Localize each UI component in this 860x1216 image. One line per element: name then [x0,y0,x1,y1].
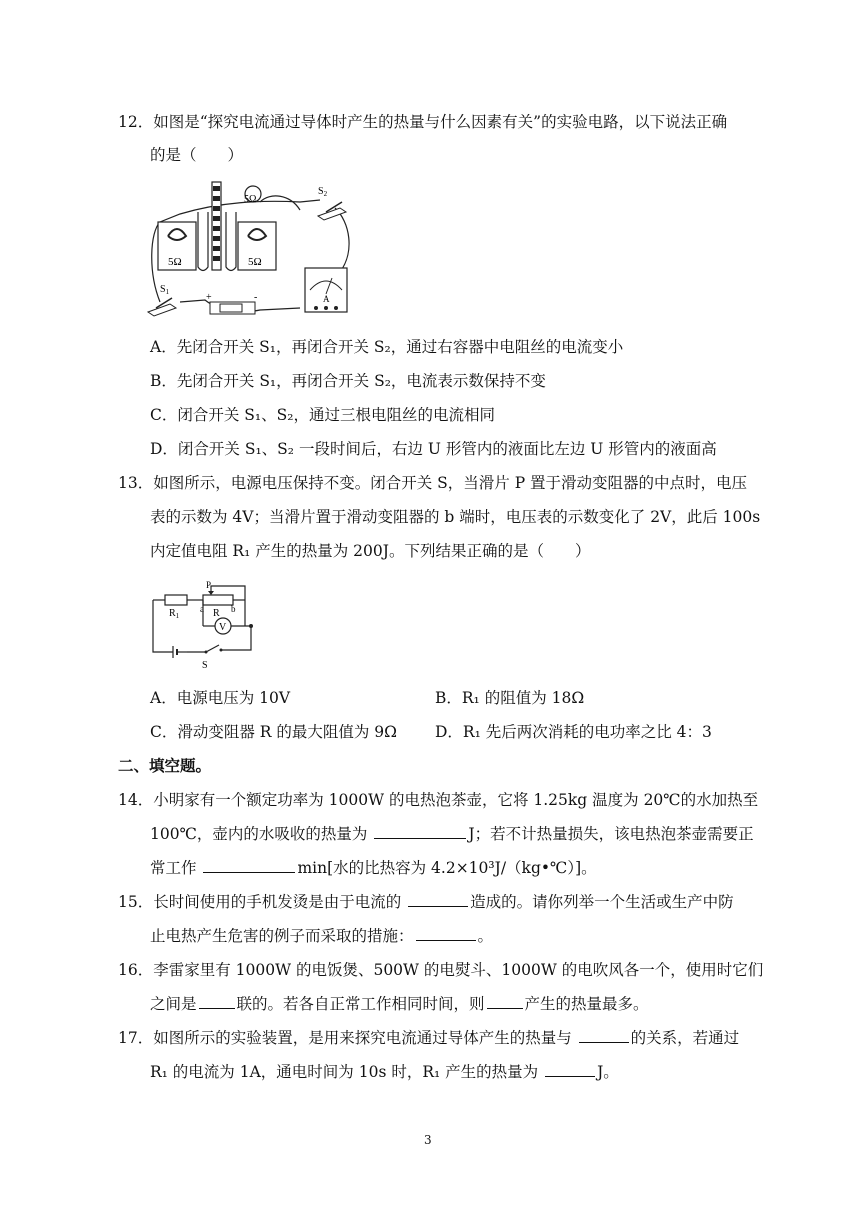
q14-text: 100℃，壶内的水吸收的热量为 [150,825,373,843]
q16-line2 [150,994,649,1014]
q14-answer-blank-2[interactable] [203,858,295,873]
q17-line1 [118,1028,739,1048]
page-number: 3 [424,1133,432,1147]
q12-option-c: C．闭合开关 S₁、S₂，通过三根电阻丝的电流相同 [150,406,495,424]
q15-text: 造成的。请你列举一个生活或生产中防 [470,893,734,911]
q14-text: 常工作 [150,859,202,877]
svg-text:5Ω: 5Ω [248,256,262,268]
q15-answer-blank-1[interactable] [408,892,468,907]
q15-line2 [150,926,493,946]
q12-stem-line2: 的是（ ） [150,146,244,164]
svg-text:b: b [231,604,236,614]
right-u-tube [226,212,236,271]
rheostat-r [203,595,233,605]
svg-text:A: A [323,294,330,304]
svg-text:5Ω: 5Ω [244,194,257,205]
q13-stem-line2: 表的示数为 4V；当滑片置于滑动变阻器的 b 端时，电压表的示数变化了 2V，此后 100s [150,508,761,526]
svg-text:+: + [206,292,212,303]
q14-line3 [150,858,597,878]
q14-answer-blank-1[interactable] [374,824,466,839]
q12-circuit-figure [140,172,370,322]
q15-line1 [118,892,734,912]
q14-line2 [150,824,754,844]
q12-option-d: D．闭合开关 S₁、S₂ 一段时间后，右边 U 形管内的液面比左边 U 形管内的液面高 [150,440,717,458]
q17-text: J。 [597,1063,619,1081]
q17-text: 的关系，若通过 [630,1029,740,1047]
svg-text:S: S [202,660,208,670]
svg-text:S2: $S_2$ [318,186,328,198]
svg-text:P: P [206,580,212,590]
q13-circuit-figure [145,578,265,670]
q16-text: 产生的热量最多。 [524,995,649,1013]
q17-line2 [150,1062,619,1082]
svg-text:V: V [219,622,227,633]
q17-text: R₁ 的电流为 1A，通电时间为 10s 时，R₁ 产生的热量为 [150,1063,544,1081]
q12-option-b: B．先闭合开关 S₁，再闭合开关 S₂，电流表示数保持不变 [150,372,546,390]
svg-text:-: - [254,292,258,303]
left-u-tube [198,212,208,271]
q17-answer-blank-2[interactable] [545,1062,595,1077]
q16-answer-blank-1[interactable] [199,994,235,1009]
q15-text: 。 [477,927,494,945]
q14-line1: 14．小明家有一个额定功率为 1000W 的电热泡茶壶，它将 1.25kg 温度为 20℃的水加热至 [118,791,759,809]
q15-text: 止电热产生危害的例子而采取的措施： [150,927,414,945]
svg-text:5Ω: 5Ω [168,256,182,268]
q13-stem-line3: 内定值电阻 R₁ 产生的热量为 200J。下列结果正确的是（ ） [150,542,591,560]
q14-text: J；若不计热量损失，该电热泡茶壶需要正 [468,825,754,843]
q16-text: 联的。若各自正常工作相同时间，则 [236,995,485,1013]
r1-resistor [165,595,187,605]
svg-text:R1: $R_1$ [169,608,180,620]
section-heading-fill-blank: 二、填空题。 [118,756,212,775]
q13-option-a: A．电源电压为 10V [150,689,291,707]
svg-text:a: a [200,604,204,614]
q12-stem-line1: 12．如图是“探究电流通过导体时产生的热量与什么因素有关”的实验电路，以下说法正确 [118,113,728,131]
q15-answer-blank-2[interactable] [416,926,476,941]
q13-option-c: C．滑动变阻器 R 的最大阻值为 9Ω [150,723,398,741]
q13-stem-line1: 13．如图所示，电源电压保持不变。闭合开关 S，当滑片 P 置于滑动变阻器的中点时，电压 [118,474,748,492]
q16-text: 之间是 [150,995,197,1013]
ammeter [305,268,347,312]
q15-text: 15．长时间使用的手机发烫是由于电流的 [118,893,407,911]
q13-option-b: B．R₁ 的阻值为 18Ω [435,689,585,707]
q13-option-d: D．R₁ 先后两次消耗的电功率之比 4：3 [435,723,712,741]
q12-option-a: A．先闭合开关 S₁，再闭合开关 S₂，通过右容器中电阻丝的电流变小 [150,338,624,356]
q16-line1: 16．李雷家里有 1000W 的电饭煲、500W 的电熨斗、1000W 的电吹风各一个，使用时它们 [118,961,764,979]
q17-text: 17．如图所示的实验装置，是用来探究电流通过导体产生的热量与 [118,1029,577,1047]
svg-text:R: R [213,608,220,619]
q16-answer-blank-2[interactable] [487,994,523,1009]
q17-answer-blank-1[interactable] [579,1028,629,1043]
svg-text:S1: $S_1$ [160,284,170,296]
q14-text: min[水的比热容为 4.2×10³J/（kg•℃）]。 [297,859,597,877]
